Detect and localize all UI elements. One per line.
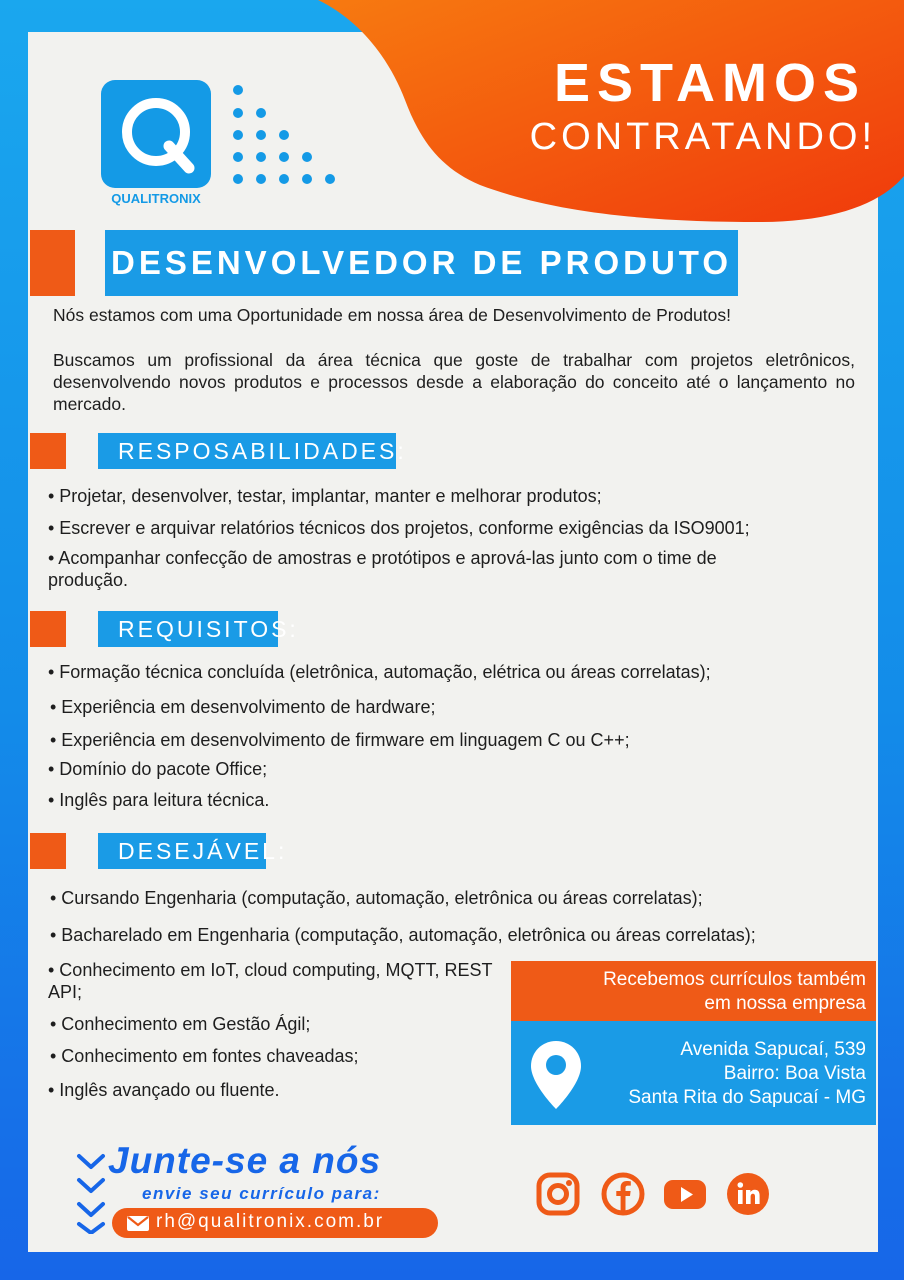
address-heading-line: em nossa empresa xyxy=(704,993,866,1014)
address-details xyxy=(511,1021,876,1125)
location-pin-icon xyxy=(529,1039,583,1111)
decorative-dots xyxy=(230,84,350,194)
address-heading-line: Recebemos currículos também xyxy=(603,969,866,990)
hiring-headline: ESTAMOS xyxy=(553,53,866,113)
logo-mark xyxy=(101,80,211,188)
logo-brand-name: QUALITRONIX xyxy=(111,191,201,206)
requirement-item: • Formação técnica concluída (eletrônica, automação, elétrica ou áreas correlatas); xyxy=(48,662,711,682)
requirements-title: REQUISITOS: xyxy=(98,611,278,647)
desirable-title: DESEJÁVEL: xyxy=(98,833,266,869)
hiring-subheadline: CONTRATANDO! xyxy=(529,116,876,158)
job-title-banner xyxy=(30,230,738,296)
address-district: Bairro: Boa Vista xyxy=(723,1063,866,1084)
responsibility-item: • Escrever e arquivar relatórios técnicos dos projetos, conforme exigências da ISO9001; xyxy=(48,518,750,538)
youtube-icon[interactable] xyxy=(663,1172,707,1216)
company-logo xyxy=(101,80,211,210)
job-title: DESENVOLVEDOR DE PRODUTO xyxy=(105,230,738,296)
email-address: rh@qualitronix.com.br xyxy=(156,1211,385,1232)
requirement-item: • Experiência em desenvolvimento de firmware em linguagem C ou C++; xyxy=(50,730,630,750)
requirement-item: • Inglês para leitura técnica. xyxy=(48,790,270,810)
responsibilities-title: RESPOSABILIDADES: xyxy=(98,433,396,469)
desirable-item: • Conhecimento em fontes chaveadas; xyxy=(50,1046,359,1066)
desirable-item: • Cursando Engenharia (computação, automação, eletrônica ou áreas correlatas); xyxy=(50,888,703,908)
cta-title: Junte-se a nós xyxy=(108,1140,382,1181)
address-box xyxy=(511,961,876,1125)
q-logo-icon xyxy=(101,80,211,188)
desirable-item: • Bacharelado em Engenharia (computação, automação, eletrônica ou áreas correlatas); xyxy=(50,925,756,945)
cta-subtitle: envie seu currículo para: xyxy=(142,1184,381,1203)
intro-paragraph-2: Buscamos um profissional da área técnica que goste de trabalhar com projetos eletrônicos, desenvolvendo novos produtos e processos desde a elaboração do conceito até o lançamento no mercado. xyxy=(53,350,855,414)
desirable-item: • Conhecimento em IoT, cloud computing, MQTT, REST API; xyxy=(48,960,493,1002)
instagram-icon[interactable] xyxy=(536,1172,580,1216)
desirable-item: • Inglês avançado ou fluente. xyxy=(48,1080,280,1100)
linkedin-icon[interactable] xyxy=(726,1172,770,1216)
facebook-icon[interactable] xyxy=(601,1172,645,1216)
desirable-item: • Conhecimento em Gestão Ágil; xyxy=(50,1014,311,1034)
responsibilities-heading xyxy=(30,433,407,469)
intro-paragraph-1: Nós estamos com uma Oportunidade em nossa área de Desenvolvimento de Produtos! xyxy=(53,305,731,325)
address-city: Santa Rita do Sapucaí - MG xyxy=(628,1087,866,1108)
address-heading xyxy=(511,961,876,1021)
chevrons-down-icon xyxy=(76,1150,106,1234)
desirable-heading xyxy=(30,833,288,869)
address-street: Avenida Sapucaí, 539 xyxy=(680,1039,866,1060)
responsibility-item: • Acompanhar confecção de amostras e protótipos e aprová-las junto com o time de produção. xyxy=(48,548,717,590)
responsibility-item: • Projetar, desenvolver, testar, implantar, manter e melhorar produtos; xyxy=(48,486,602,506)
envelope-icon xyxy=(126,1215,150,1232)
requirement-item: • Domínio do pacote Office; xyxy=(48,759,268,779)
requirement-item: • Experiência em desenvolvimento de hardware; xyxy=(50,697,436,717)
requirements-heading xyxy=(30,611,299,647)
email-link[interactable] xyxy=(112,1208,438,1238)
